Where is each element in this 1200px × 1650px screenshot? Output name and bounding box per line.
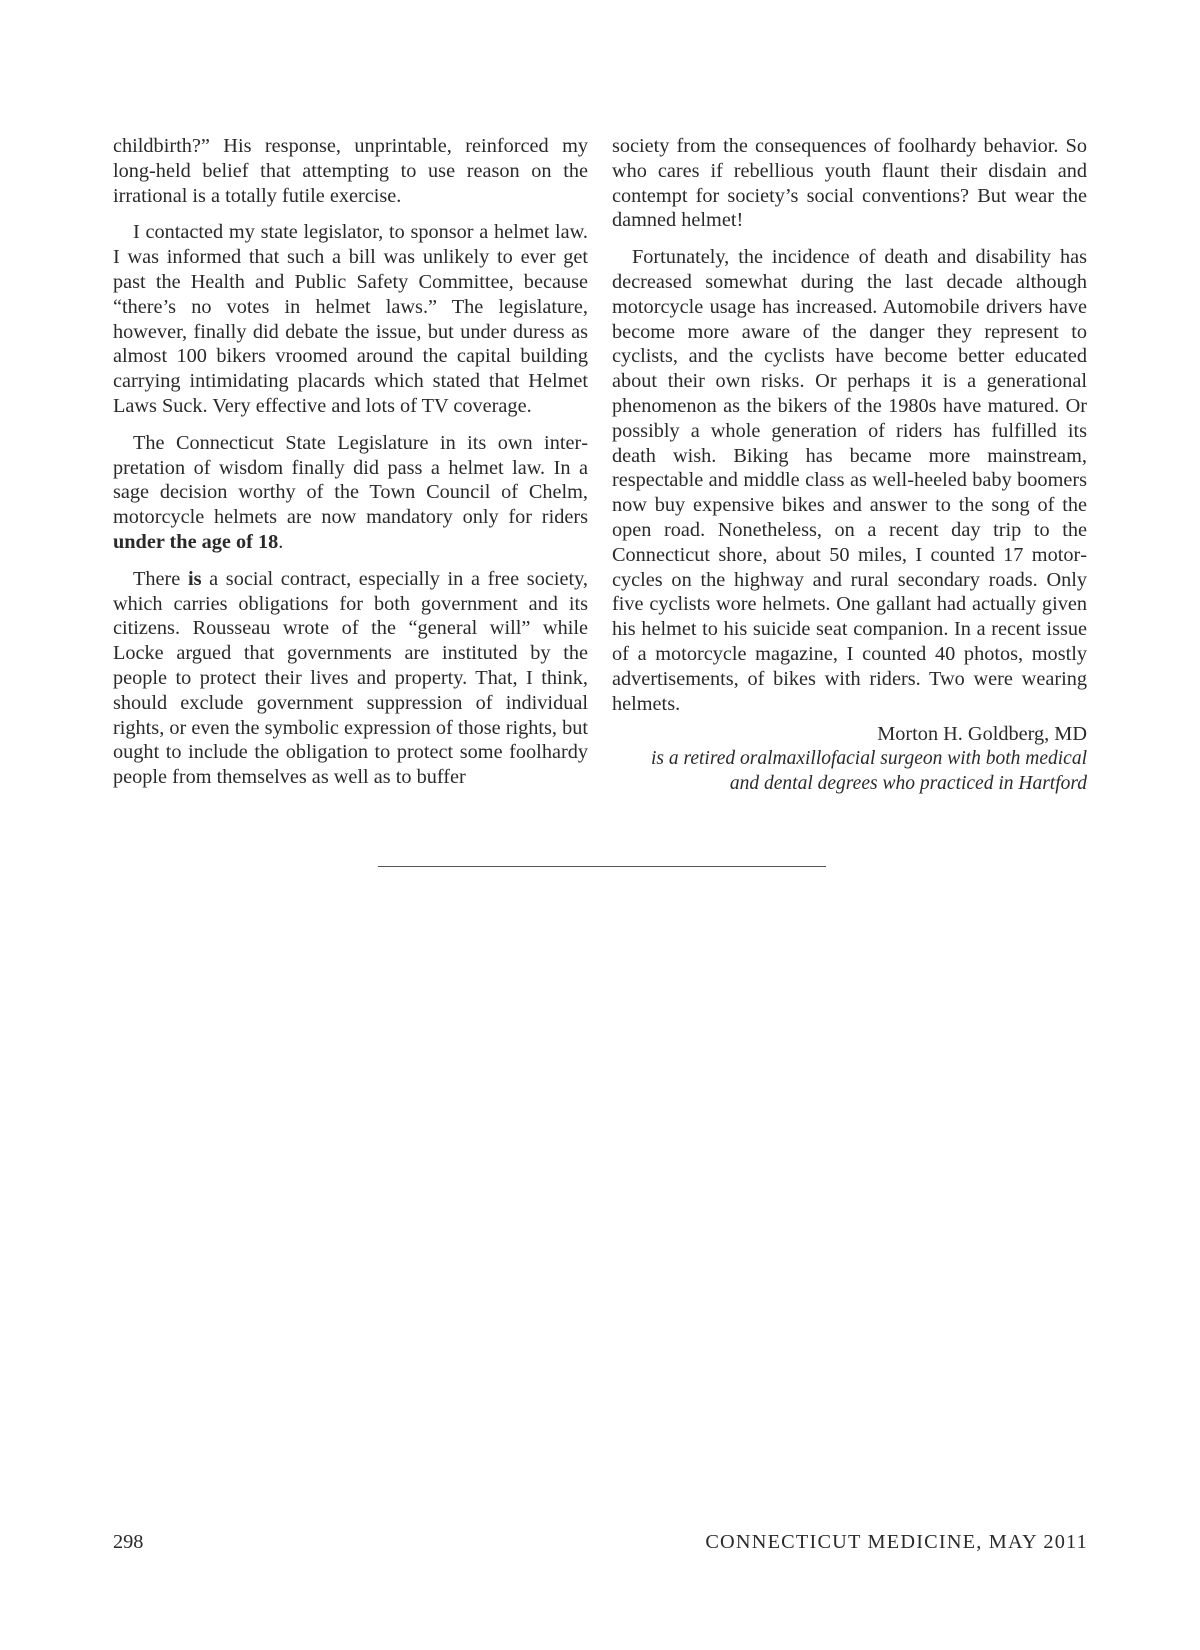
paragraph: childbirth?” His response, unprintable, reinforced my long-held belief that attempting to use reason on the irrational is a totally futile exercise.: [113, 135, 588, 207]
paragraph-text: There: [133, 567, 188, 590]
author-name: Morton H. Goldberg, MD: [877, 723, 1087, 746]
paragraph: I contacted my state legislator, to sponsor a helmet law. I was informed that such a bill was unlikely to ever get past the Health and Public Safety Committee, because “there’s no votes in helmet laws.” The legislature, however, finally did debate the issue, but under duress as almost 100 bikers vroomed around the capital building carrying intimidating placards which stated that Helmet Laws Suck. Very effective and lots of TV coverage.: [113, 221, 588, 417]
emphasis-text: under the age of 18: [113, 530, 279, 553]
left-column: [113, 134, 588, 802]
paragraph: society from the consequences of foolhardy behavior. So who cares if rebellious youth flaunt their disdain and contempt for society’s social conventions? But wear the damned helmet!: [612, 135, 1087, 232]
journal-footer: CONNECTICUT MEDICINE, MAY 2011: [705, 1531, 1088, 1553]
author-bio: is a retired oralmaxillofacial surgeon with both medical and dental degrees who practiced in Hartford: [650, 748, 1087, 794]
paragraph: Fortunately, the incidence of death and disability has decreased somewhat during the last decade although motorcycle usage has increased. Automobile drivers have become more aware of the danger they represent to cyclists, and the cyclists have become better educated about their own risks. Or perhaps it is a generational phenomenon as the bikers of the 1980s have matured. Or possibly a whole generation of riders has fulfilled its death wish. Biking has became more mainstream, respectable and middle class as well-heeled baby boomers now buy expensive bikes and answer to the song of the open road. Nonetheless, on a recent day trip to the Connecticut shore, about 50 miles, I counted 17 motorcycles on the highway and rural secondary roads. Only five cyclists wore helmets. One gallant had actually given his helmet to his suicide seat companion. In a recent issue of a motorcycle magazine, I counted 40 photos, mostly advertisements, of bikes with riders. Two were wearing helmets.: [612, 246, 1087, 715]
right-column: [612, 134, 1087, 797]
page-number: 298: [113, 1531, 144, 1553]
section-divider: [378, 866, 826, 867]
paragraph-text: a social contract, especially in a free society, which carries obligations for both government and its citizens. Rousseau wrote of the “general will” while Locke argued that governments are instituted by the people to protect their lives and property. That, I think, should exclude government suppression of individual rights, or even the symbolic expression of those rights, but ought to include the obligation to protect some foolhardy people from themselves as well as to buffer: [113, 567, 589, 789]
paragraph: [113, 431, 588, 555]
emphasis-text: is: [187, 567, 202, 590]
paragraph: [113, 567, 588, 790]
paragraph-text: .: [278, 530, 284, 553]
paragraph-text: The Connecticut State Legislature in its own interpretation of wisdom finally did pass a helmet law. In a sage decision worthy of the Town Council of Chelm, motorcycle helmets are now mandatory only for riders: [113, 431, 588, 529]
